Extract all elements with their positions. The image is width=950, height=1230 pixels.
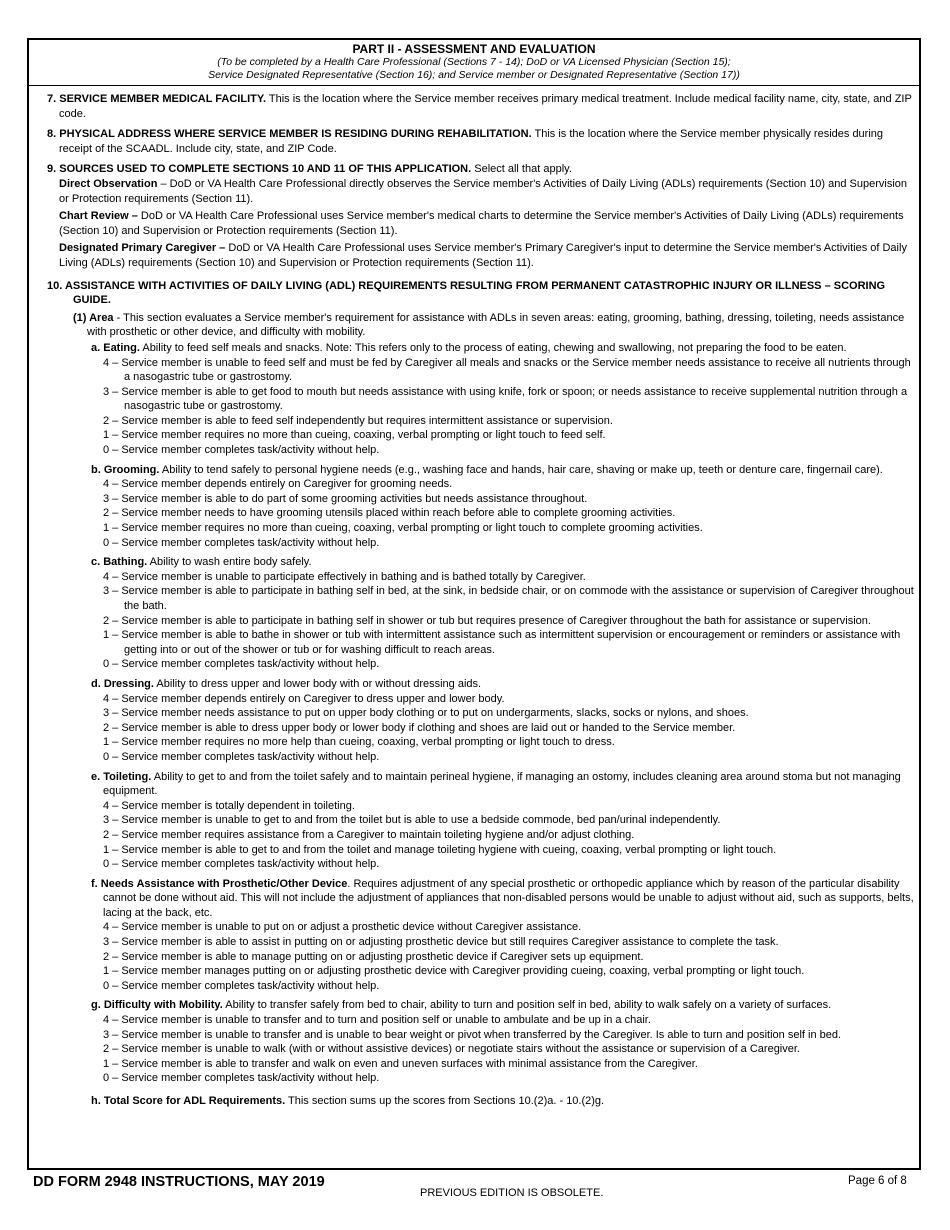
section-10-heading: 10. ASSISTANCE WITH ACTIVITIES OF DAILY LIVING (ADL) REQUIREMENTS RESULTING FROM PERMANENT CATASTROPHIC INJURY OR ILLNESS – SCORING GUIDE. bbox=[47, 279, 886, 307]
part-title: PART II - ASSESSMENT AND EVALUATION bbox=[352, 42, 596, 56]
score-level: 4 – Service member is totally dependent in toileting. bbox=[103, 799, 355, 812]
section-8 bbox=[33, 127, 915, 156]
section-9 bbox=[33, 162, 915, 177]
part-subtitle-line-1: (To be completed by a Health Care Professional (Sections 7 - 14); DoD or VA Licensed Physician (Section 15); bbox=[217, 56, 731, 68]
source-designated-caregiver bbox=[33, 241, 915, 270]
adl-item bbox=[33, 877, 915, 921]
score-level: 1 – Service member is able to bathe in shower or tub with intermittent assistance such as intermittent supervision or encouragement or reminders or assistance with getting into or out of the shower or tub or for washing difficult to reach areas. bbox=[103, 629, 901, 656]
section-9-heading: 9. SOURCES USED TO COMPLETE SECTIONS 10 AND 11 OF THIS APPLICATION. bbox=[47, 163, 472, 176]
adl-item-heading: h. Total Score for ADL Requirements. bbox=[91, 1095, 286, 1107]
score-level: 2 – Service member is able to dress upper body or lower body if clothing and shoes are laid out or handed to the Service member. bbox=[103, 721, 736, 734]
score-level: 4 – Service member depends entirely on Caregiver for grooming needs. bbox=[103, 478, 453, 491]
section-7-heading: 7. SERVICE MEMBER MEDICAL FACILITY. bbox=[47, 93, 267, 105]
section-7-text: This is the location where the Service member receives primary medical treatment. Include medical facility name, city, state, and ZIP code. bbox=[59, 93, 912, 120]
score-level: 1 – Service member manages putting on or adjusting prosthetic device with Caregiver providing cueing, coaxing, verbal prompting or light touch. bbox=[103, 965, 805, 978]
score-level: 4 – Service member depends entirely on Caregiver to dress upper and lower body. bbox=[103, 692, 505, 705]
score-level: 2 – Service member is able to manage putting on or adjusting prosthetic device if Caregiver sets up equipment. bbox=[103, 950, 644, 963]
score-level: 4 – Service member is unable to feed self and must be fed by Caregiver all meals and snacks or the Service member needs assistance to receive all nutrients through a nasogastric tube or gastrostomy. bbox=[103, 356, 911, 384]
section-10-area bbox=[33, 311, 915, 340]
adl-item-description: Ability to wash entire body safely. bbox=[147, 556, 312, 569]
score-level: 0 – Service member completes task/activity without help. bbox=[103, 979, 380, 992]
score-level: 0 – Service member completes task/activity without help. bbox=[103, 536, 380, 549]
chart-review-label: Chart Review – bbox=[59, 210, 138, 223]
score-level: 0 – Service member completes task/activity without help. bbox=[103, 444, 380, 457]
score-level: 1 – Service member is able to get to and from the toilet and manage toileting hygiene with cueing, coaxing, verbal prompting or light touch. bbox=[103, 843, 777, 856]
direct-observation-label: Direct Observation bbox=[59, 177, 158, 190]
adl-item-heading: d. Dressing. bbox=[91, 677, 154, 690]
score-level: 1 – Service member requires no more than cueing, coaxing, verbal prompting or light touch to complete grooming activities. bbox=[103, 522, 703, 535]
adl-item-heading: f. Needs Assistance with Prosthetic/Other Device bbox=[91, 877, 348, 890]
form-identifier: DD FORM 2948 INSTRUCTIONS, MAY 2019 bbox=[33, 1174, 325, 1190]
adl-item bbox=[33, 1094, 915, 1109]
area-text: - This section evaluates a Service member's requirement for assistance with ADLs in seven areas: eating, grooming, bathing, dressing, toileting, needs assistance with prosthetic or other device, and difficulty with mobility. bbox=[87, 311, 905, 339]
adl-item-heading: a. Eating. bbox=[91, 341, 140, 354]
adl-item-description: Ability to feed self meals and snacks. Note: This refers only to the process of eating, chewing and swallowing, not preparing the food to be eaten. bbox=[139, 341, 847, 354]
section-8-text: This is the location where the Service member physically resides during receipt of the SCAADL. Include city, state, and ZIP Code. bbox=[59, 128, 884, 155]
section-8-heading: 8. PHYSICAL ADDRESS WHERE SERVICE MEMBER IS RESIDING DURING REHABILITATION. bbox=[47, 128, 532, 141]
designated-caregiver-label: Designated Primary Caregiver – bbox=[59, 242, 226, 255]
score-level: 0 – Service member completes task/activity without help. bbox=[103, 1072, 380, 1085]
score-level: 1 – Service member is able to transfer and walk on even and uneven surfaces with minimal assistance from the Caregiver. bbox=[103, 1057, 698, 1070]
score-level: 4 – Service member is unable to put on or adjust a prosthetic device without Caregiver assistance. bbox=[103, 921, 582, 934]
adl-item-heading: b. Grooming. bbox=[91, 463, 160, 476]
score-level: 4 – Service member is unable to participate effectively in bathing and is bathed totally by Caregiver. bbox=[103, 570, 586, 583]
instructions-body bbox=[29, 86, 919, 1109]
adl-item-description: Ability to tend safely to personal hygiene needs (e.g., washing face and hands, hair care, shaving or make up, teeth or denture care, fingernail care). bbox=[159, 463, 883, 476]
designated-caregiver-text: DoD or VA Health Care Professional uses Service member's Primary Caregiver's input to determine the Service member's Activities of Daily Living (ADLs) requirements (Section 10) and Supervision or Protection requirements (Section 11). bbox=[59, 242, 907, 269]
chart-review-text: DoD or VA Health Care Professional uses Service member's medical charts to determine the Service member's Activities of Daily Living (ADLs) requirements (Section 10) and Supervision or Protection requirements (Section 11). bbox=[59, 210, 904, 237]
score-level: 3 – Service member is able to assist in putting on or adjusting prosthetic device but still requires Caregiver assistance to complete the task. bbox=[103, 936, 779, 949]
score-level: 4 – Service member is unable to transfer and to turn and position self or unable to ambulate and be up in a chair. bbox=[103, 1014, 651, 1027]
adl-item bbox=[33, 770, 915, 799]
page-number: Page 6 of 8 bbox=[848, 1175, 907, 1187]
score-level: 3 – Service member is able to participate in bathing self in bed, at the sink, in bedside chair, or on commode with the assistance or supervision of Caregiver throughout the bath. bbox=[103, 585, 914, 612]
score-level: 3 – Service member is able to get food to mouth but needs assistance with using knife, fork or spoon; or needs assistance to receive supplemental nutrition through a nasogastric tube or gastrostomy. bbox=[103, 385, 908, 413]
adl-item-description: Ability to dress upper and lower body with or without dressing aids. bbox=[153, 677, 482, 690]
adl-item bbox=[33, 463, 915, 478]
adl-item-description: This section sums up the scores from Sections 10.(2)a. - 10.(2)g. bbox=[285, 1095, 605, 1107]
score-level: 0 – Service member completes task/activity without help. bbox=[103, 750, 380, 763]
score-level: 1 – Service member requires no more help than cueing, coaxing, verbal prompting or light touch to dress. bbox=[103, 736, 615, 749]
score-level: 3 – Service member needs assistance to put on upper body clothing or to put on undergarments, slacks, socks or nylons, and shoes. bbox=[103, 707, 749, 720]
score-level: 2 – Service member is unable to walk (with or without assistive devices) or negotiate stairs without the assistance or supervision of a Caregiver. bbox=[103, 1043, 800, 1056]
adl-item-list bbox=[33, 341, 915, 1109]
section-9-text: Select all that apply. bbox=[471, 163, 572, 176]
adl-item bbox=[33, 555, 915, 570]
score-level: 2 – Service member is able to participate in bathing self in shower or tub but requires presence of Caregiver throughout the bath for assistance or supervision. bbox=[103, 614, 871, 627]
score-level: 3 – Service member is unable to get to and from the toilet but is able to use a bedside commode, bed pan/urinal independently. bbox=[103, 814, 721, 827]
part-header bbox=[29, 40, 919, 86]
area-label: (1) Area bbox=[73, 311, 114, 324]
part-subtitle-line-2: Service Designated Representative (Section 16); and Service member or Designated Representative (Section 17)) bbox=[208, 69, 740, 81]
adl-item-description: . Requires adjustment of any special prosthetic or orthopedic appliance which by reason of the particular disability cannot be done without aid. This will not include the adjustment of appliances that non-disabled persons would be unable to adjust without aid, such as supports, belts, lacing at the back, etc. bbox=[103, 877, 914, 919]
source-chart-review bbox=[33, 209, 915, 238]
obsolete-notice: PREVIOUS EDITION IS OBSOLETE. bbox=[420, 1187, 604, 1199]
adl-item bbox=[33, 677, 915, 692]
score-level: 0 – Service member completes task/activity without help. bbox=[103, 658, 380, 671]
adl-item-description: Ability to get to and from the toilet safely and to maintain perineal hygiene, if managing an ostomy, includes cleaning area around stoma but not managing equipment. bbox=[103, 770, 901, 798]
score-level: 2 – Service member requires assistance from a Caregiver to maintain toileting hygiene and/or adjust clothing. bbox=[103, 828, 635, 841]
score-level: 1 – Service member requires no more than cueing, coaxing, verbal prompting or light touch to feed self. bbox=[103, 429, 606, 442]
adl-item-heading: e. Toileting. bbox=[91, 770, 152, 783]
adl-item bbox=[33, 341, 915, 356]
adl-item bbox=[33, 998, 915, 1013]
form-frame bbox=[27, 38, 921, 1170]
adl-item-description: Ability to transfer safely from bed to chair, ability to turn and position self in bed, ability to walk safely on a variety of surfaces. bbox=[222, 999, 832, 1012]
source-direct-observation bbox=[33, 177, 915, 206]
score-level: 2 – Service member is able to feed self independently but requires intermittent assistance or supervision. bbox=[103, 414, 613, 427]
score-level: 2 – Service member needs to have grooming utensils placed within reach before able to complete grooming activities. bbox=[103, 507, 676, 520]
score-level: 3 – Service member is unable to transfer and is unable to bear weight or pivot when transferred by the Caregiver. Is able to turn and position self in bed. bbox=[103, 1028, 842, 1041]
adl-item-heading: g. Difficulty with Mobility. bbox=[91, 999, 223, 1012]
direct-observation-text: – DoD or VA Health Care Professional directly observes the Service member's Activities of Daily Living (ADLs) requirements (Section 10) and Supervision or Protection requirements (Section 11). bbox=[59, 177, 908, 205]
score-level: 0 – Service member completes task/activity without help. bbox=[103, 858, 380, 871]
section-7 bbox=[33, 92, 915, 121]
score-level: 3 – Service member is able to do part of some grooming activities but needs assistance throughout. bbox=[103, 492, 588, 505]
adl-item-heading: c. Bathing. bbox=[91, 556, 148, 569]
section-10 bbox=[33, 279, 915, 308]
